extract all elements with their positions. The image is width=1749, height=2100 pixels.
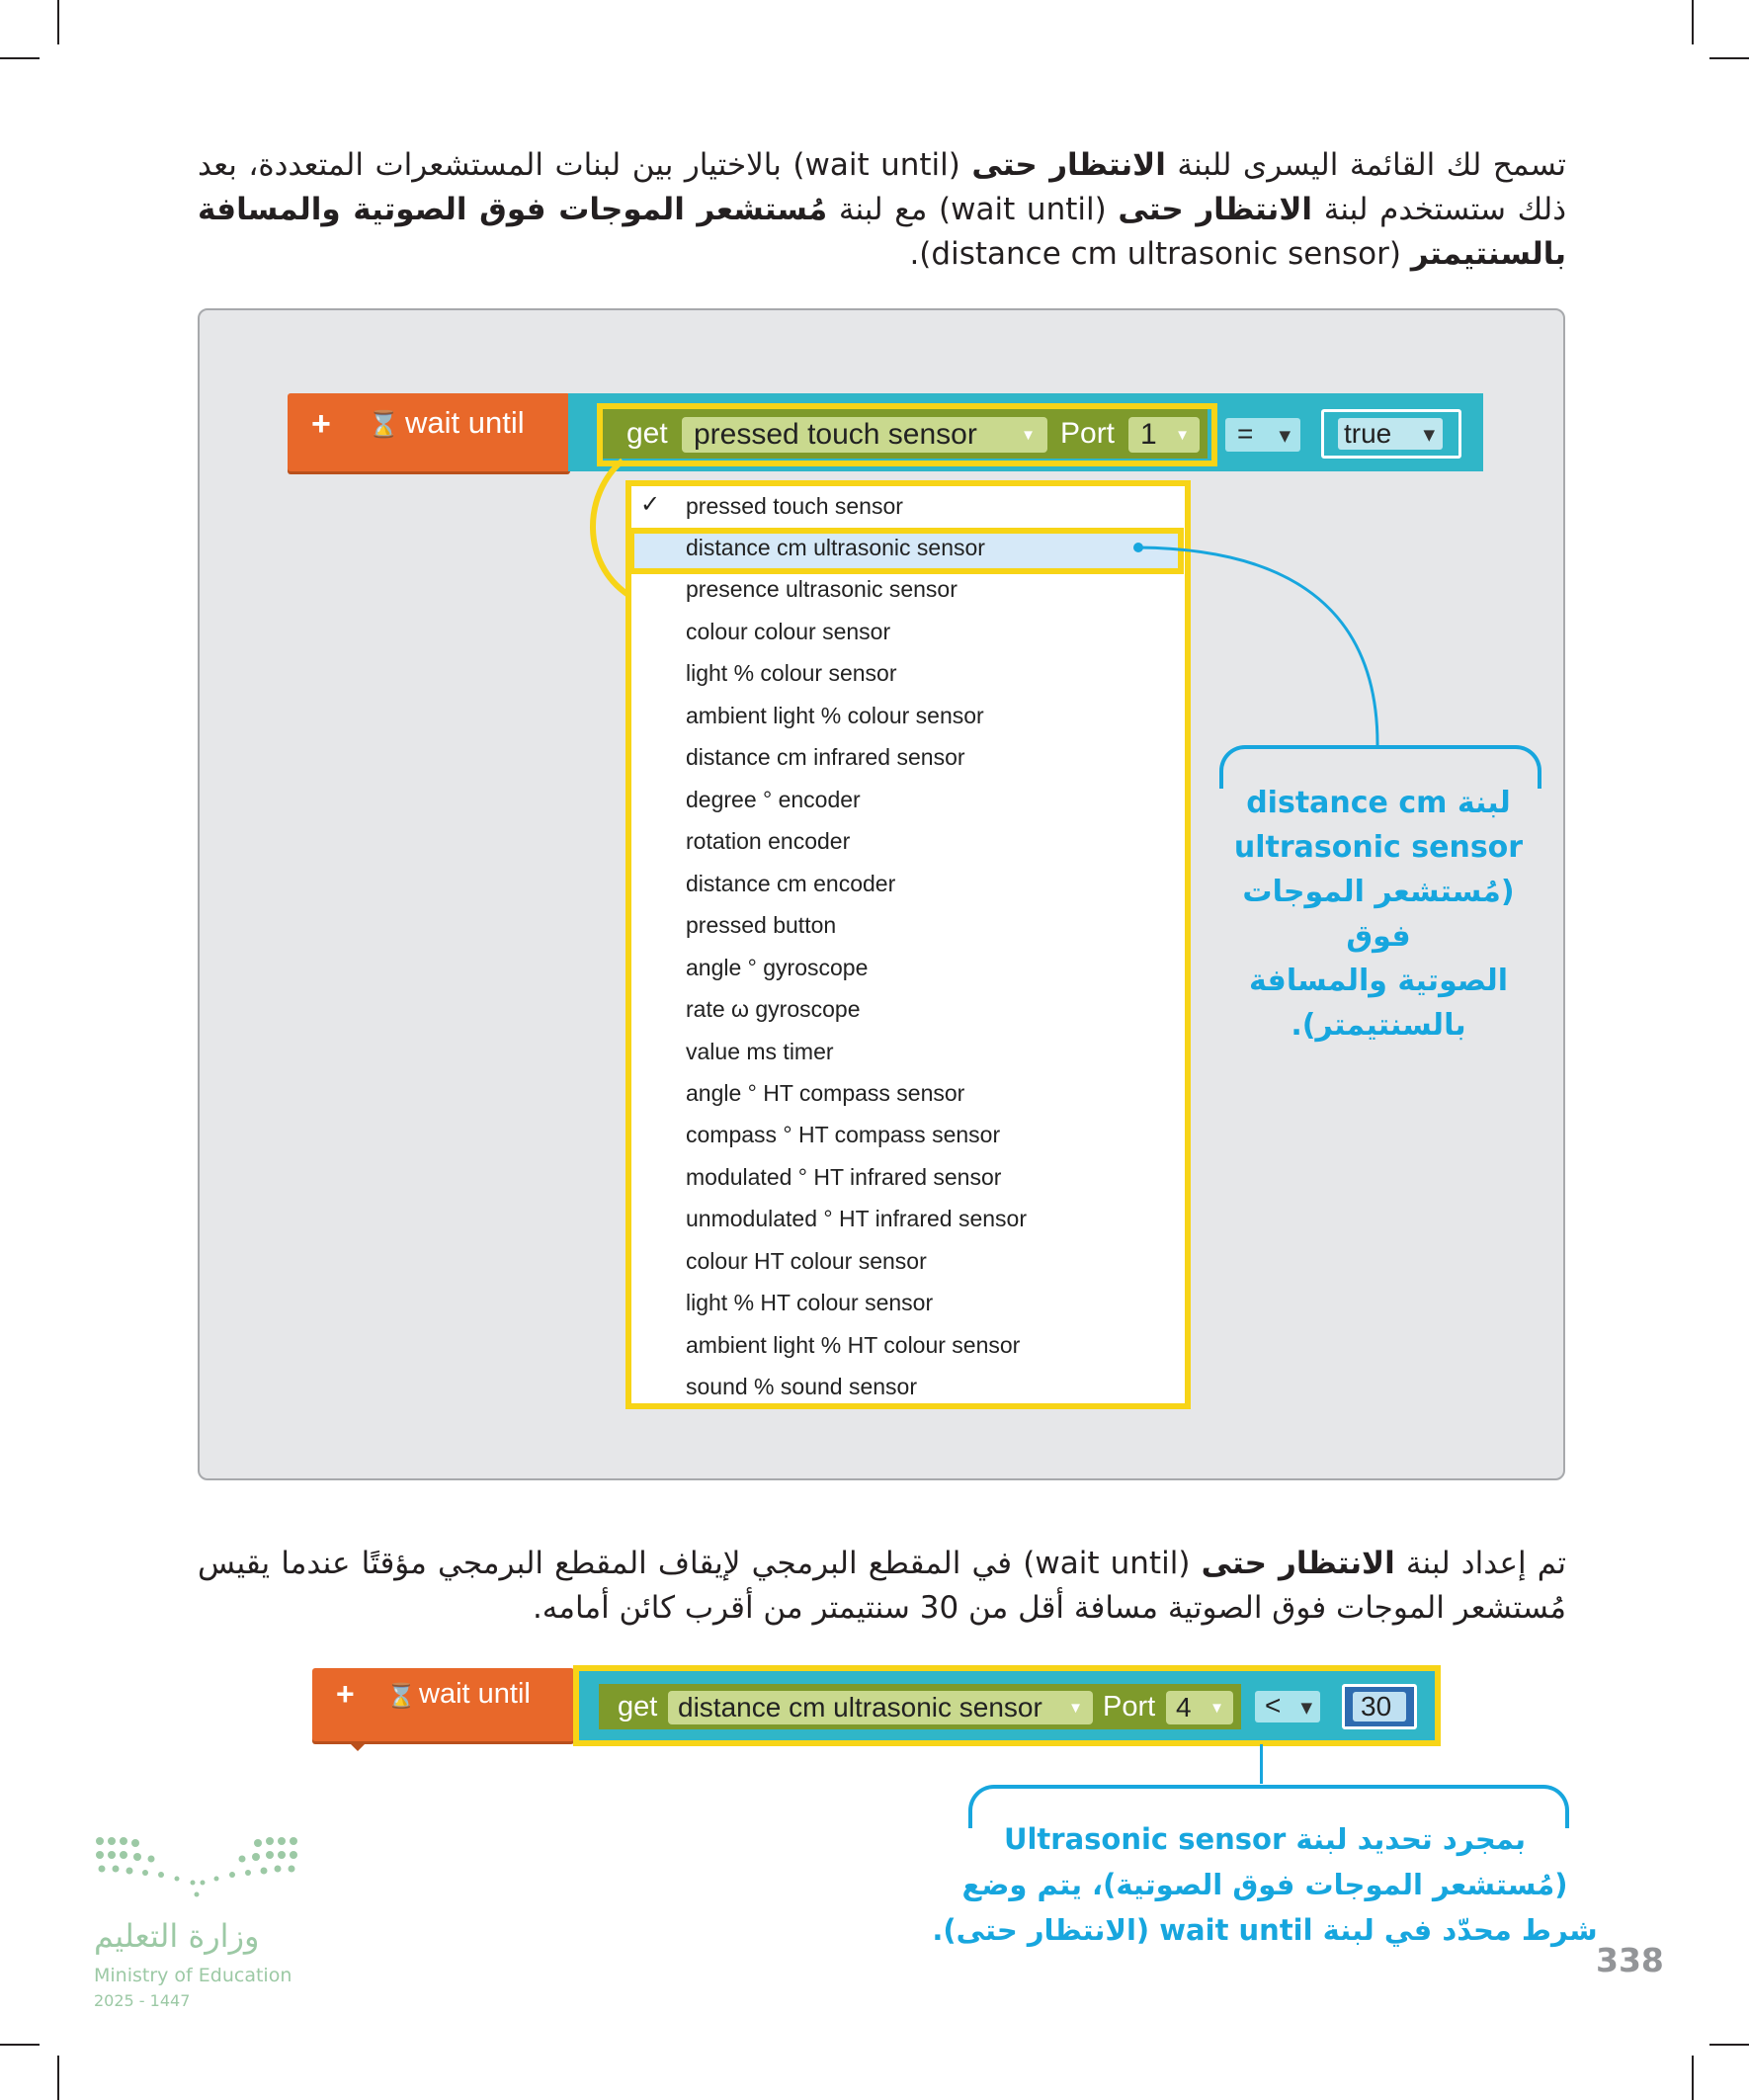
- crop-mark: [1692, 2056, 1694, 2100]
- callout-line: الصوتية والمسافة: [1248, 964, 1508, 998]
- port-label: Port: [1103, 1691, 1156, 1722]
- condition-highlight-box: [573, 1665, 1441, 1746]
- crop-mark: [1709, 2044, 1749, 2046]
- operator-value: =: [1237, 418, 1254, 449]
- menu-item[interactable]: unmodulated ° HT infrared sensor: [686, 1206, 1028, 1231]
- menu-item[interactable]: value ms timer: [686, 1039, 834, 1064]
- crop-mark: [57, 0, 59, 44]
- menu-item[interactable]: colour colour sensor: [686, 619, 891, 644]
- para1-bold-b: الانتظار حتى: [971, 147, 1166, 183]
- chevron-down-icon: ▼: [1300, 1699, 1312, 1717]
- callout-line: (مُستشعر الموجات فوق الصوتية)، يتم وضع: [961, 1868, 1568, 1901]
- callout-line: لبنة distance cm: [1246, 786, 1511, 820]
- page-number: 338: [1596, 1941, 1664, 1979]
- chevron-down-icon: ▼: [1209, 1700, 1224, 1717]
- menu-item[interactable]: modulated ° HT infrared sensor: [686, 1164, 1002, 1190]
- callout-line: (مُستشعر الموجات فوق: [1242, 875, 1515, 954]
- sensor-dropdown-value: distance cm ultrasonic sensor: [678, 1692, 1042, 1722]
- menu-item[interactable]: angle ° HT compass sensor: [686, 1080, 965, 1106]
- boolean-block[interactable]: [1321, 409, 1461, 459]
- port-label: Port: [1060, 417, 1116, 450]
- menu-item[interactable]: rate ω gyroscope: [686, 996, 861, 1022]
- boolean-dropdown[interactable]: [1338, 418, 1443, 450]
- chevron-down-icon: ▼: [1279, 427, 1291, 445]
- para2-text-c: (wait until) في المقطع البرمجي لإيقاف المقطع البرمجي مؤقتًا عندما يقيس مُستشعر الموجات فوق الصوتية مسافة أقل من 30 سنتيمتر من أقرب كائن أمامه.: [198, 1546, 1566, 1626]
- menu-item[interactable]: ambient light % colour sensor: [686, 703, 984, 728]
- menu-item[interactable]: distance cm ultrasonic sensor: [686, 535, 985, 560]
- number-value: 30: [1361, 1691, 1392, 1722]
- hourglass-icon: ⌛: [368, 409, 400, 439]
- menu-item[interactable]: distance cm infrared sensor: [686, 744, 965, 770]
- para2-text-a: تم إعداد لبنة: [1394, 1546, 1566, 1581]
- ministry-name-english: Ministry of Education: [94, 1965, 292, 1986]
- explanation-paragraph: [198, 1542, 1566, 1631]
- crop-mark: [1692, 0, 1694, 44]
- ministry-year: 2025 - 1447: [94, 1991, 191, 2010]
- crop-mark: [1709, 57, 1749, 59]
- wait-until-label: wait until: [405, 405, 525, 440]
- menu-item[interactable]: pressed touch sensor: [686, 493, 903, 519]
- get-label: get: [618, 1691, 658, 1722]
- sensor-dropdown-value: pressed touch sensor: [694, 418, 977, 451]
- check-icon: ✓: [640, 490, 661, 518]
- callout-leader-line: [1260, 1744, 1263, 1784]
- callout-line: ultrasonic sensor: [1233, 830, 1524, 865]
- menu-item[interactable]: light % HT colour sensor: [686, 1290, 934, 1315]
- crop-mark: [57, 2056, 59, 2100]
- para1-text-a: تسمح لك القائمة اليسرى للبنة: [1165, 147, 1567, 183]
- menu-item[interactable]: degree ° encoder: [686, 787, 861, 812]
- para1-text-e: (wait until) مع لبنة: [827, 192, 1119, 227]
- menu-item[interactable]: angle ° gyroscope: [686, 955, 869, 980]
- crop-mark: [0, 2044, 40, 2046]
- port-dropdown-value: 4: [1176, 1692, 1192, 1722]
- get-label: get: [626, 417, 668, 450]
- plus-icon[interactable]: +: [336, 1676, 355, 1712]
- menu-item[interactable]: pressed button: [686, 912, 837, 938]
- boolean-value: true: [1344, 418, 1392, 449]
- callout-distance-sensor: [1206, 781, 1551, 1048]
- menu-item[interactable]: rotation encoder: [686, 828, 851, 854]
- menu-item[interactable]: colour HT colour sensor: [686, 1248, 927, 1274]
- menu-item[interactable]: compass ° HT compass sensor: [686, 1122, 1001, 1147]
- operator-dropdown[interactable]: [1225, 418, 1300, 452]
- para1-text-c: (wait until) بالاختيار بين لبنات المستشعرات المتعددة، بعد ذلك ستستخدم لبنة: [198, 147, 1566, 227]
- hourglass-icon: ⌛: [386, 1683, 416, 1710]
- para1-bold-d: الانتظار حتى: [1118, 192, 1313, 227]
- menu-item[interactable]: presence ultrasonic sensor: [686, 576, 958, 602]
- menu-item[interactable]: distance cm encoder: [686, 871, 896, 896]
- menu-item[interactable]: sound % sound sensor: [686, 1374, 917, 1399]
- menu-items: [631, 478, 1185, 1407]
- wait-until-label: wait until: [419, 1678, 531, 1710]
- para1-text-g: (distance cm ultrasonic sensor).: [909, 236, 1411, 272]
- callout-line: بمجرد تحديد لبنة Ultrasonic sensor: [1003, 1822, 1527, 1856]
- block-connector-notch: [348, 1741, 368, 1751]
- callout-leader-line: [1126, 539, 1383, 751]
- chevron-down-icon: ▼: [1021, 427, 1036, 444]
- callout-line: بالسنتيمتر).: [1291, 1008, 1466, 1043]
- para1-bold-f: مُستشعر الموجات فوق الصوتية والمسافة بالسنتيمتر: [198, 192, 1566, 272]
- operator-value: <: [1265, 1690, 1282, 1721]
- port-dropdown-value: 1: [1140, 418, 1157, 451]
- ministry-logo-icon: [94, 1833, 301, 1904]
- callout-line: شرط محدّد في لبنة wait until (الانتظار حتى).: [932, 1913, 1598, 1947]
- sensor-highlight-box: [597, 403, 1217, 466]
- crop-mark: [0, 57, 40, 59]
- chevron-down-icon: ▼: [1423, 426, 1435, 444]
- chevron-down-icon: ▼: [1175, 427, 1190, 444]
- plus-icon[interactable]: +: [311, 405, 331, 443]
- chevron-down-icon: ▼: [1068, 1700, 1083, 1717]
- para2-bold-b: الانتظار حتى: [1201, 1546, 1395, 1581]
- callout-ultrasonic-sensor: [929, 1816, 1601, 1953]
- menu-item[interactable]: ambient light % HT colour sensor: [686, 1332, 1021, 1358]
- intro-paragraph: [198, 143, 1566, 277]
- ministry-name-arabic: وزارة التعليم: [94, 1917, 260, 1955]
- menu-item[interactable]: light % colour sensor: [686, 660, 897, 686]
